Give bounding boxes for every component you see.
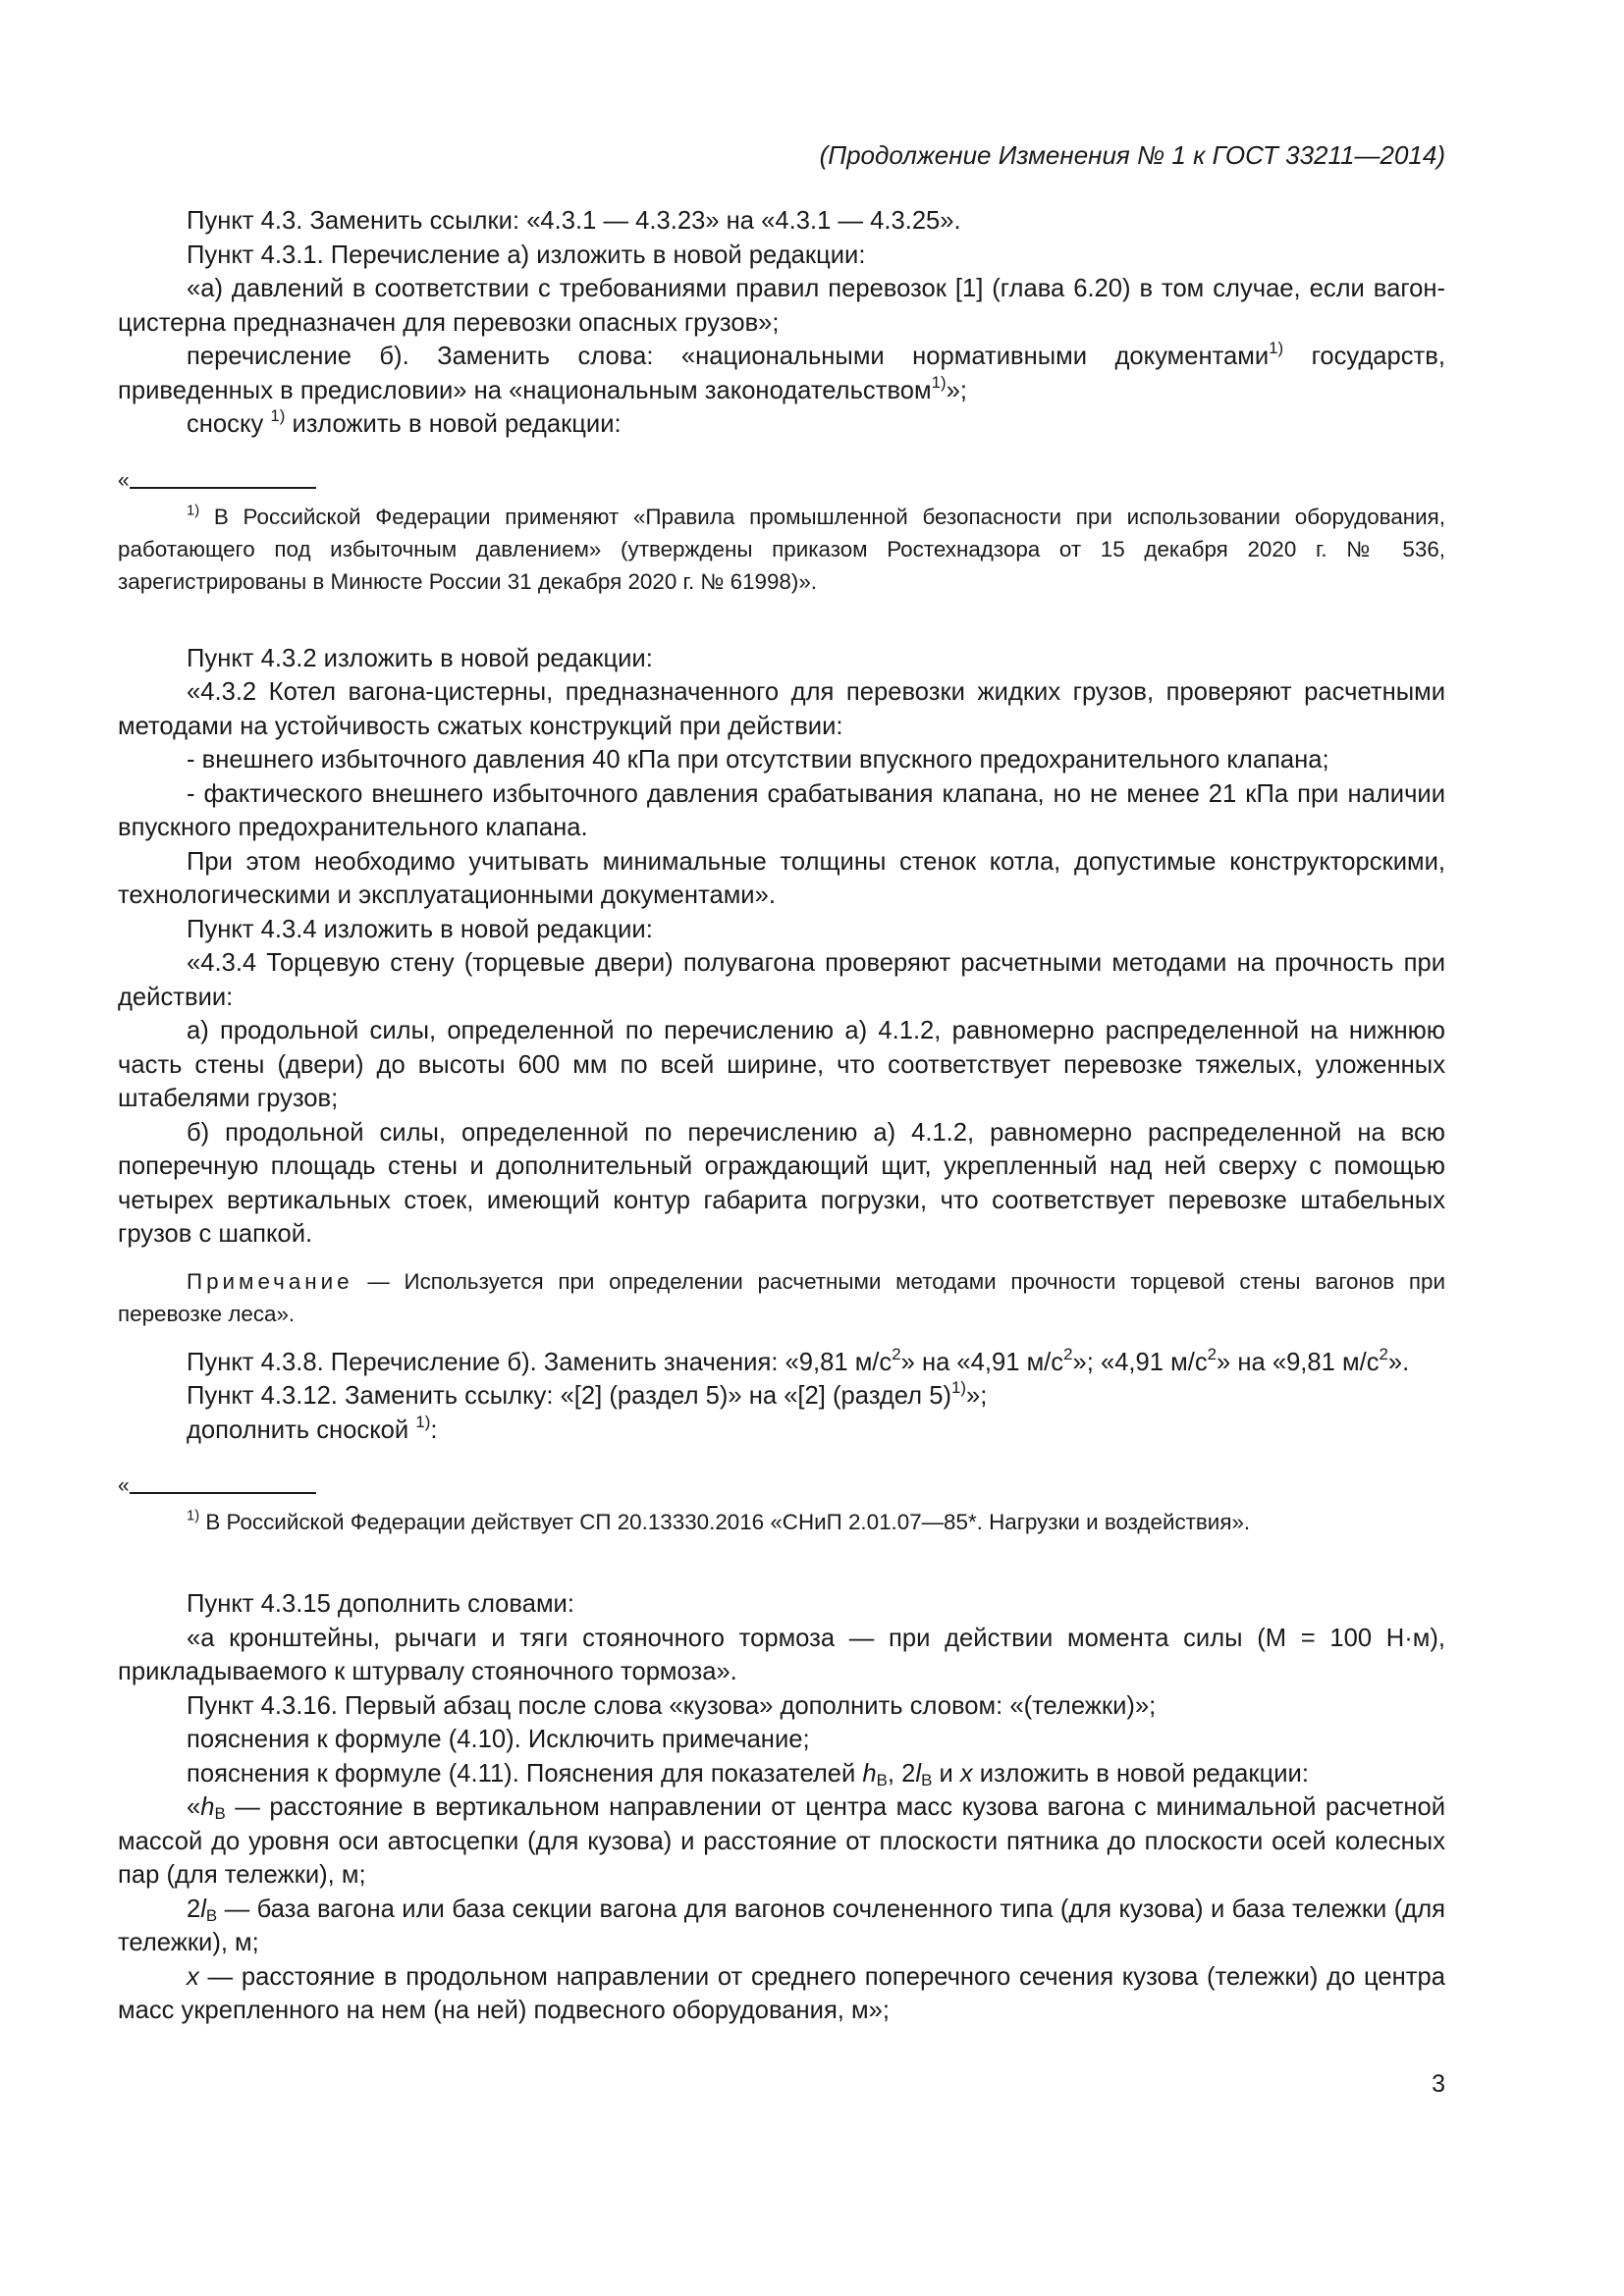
footnote-ref: 1)	[950, 1378, 966, 1398]
paragraph: перечисление б). Заменить слова: «национальными нормативными документами$^{1)}$ государств, приведенных в предисловии» на «национальным законодательством$^{1)}$»;	[118, 339, 1445, 404]
footnote-text: $^{1)}$ В Российской Федерации действует СП 20.13330.2016 «СНиП 2.01.07—85*. Нагрузки и воздействия».	[187, 1508, 1251, 1534]
footnote-open-quote: «	[118, 1474, 130, 1497]
paragraph: Пункт 4.3.1. Перечисление а) изложить в новой редакции:	[187, 240, 866, 269]
note-label: Примечание	[187, 1268, 353, 1294]
paragraph: «4.3.2 Котел вагона-цистерны, предназначенного для перевозки жидких грузов, проверяют расчетными методами на устойчивость сжатых конструкций при действии:	[118, 678, 1445, 740]
paragraph: Пункт 4.3.2 изложить в новой редакции:	[187, 644, 653, 672]
definition-h: «$h_В$ — расстояние в вертикальном направлении от центра масс кузова вагона с минимальной расчетной массой до уровня оси автосцепки (для кузова) и расстояние от плоскости пятника до плоскости осей колесных пар (для тележки), м;	[118, 1793, 1445, 1889]
document-page	[118, 137, 1445, 2028]
note: Примечание — Используется при определении расчетными методами прочности торцевой стены вагонов при перевозке леса».	[118, 1268, 1445, 1326]
paragraph: - фактического внешнего избыточного давления срабатывания клапана, но не менее 21 кПа при наличии впускного предохранительного клапана.	[118, 779, 1445, 841]
paragraph: пояснения к формуле (4.10). Исключить примечание;	[187, 1726, 810, 1753]
paragraph: «4.3.4 Торцевую стену (торцевые двери) полувагона проверяют расчетными методами на прочность при действии:	[118, 949, 1445, 1011]
definition-x: x — расстояние в продольном направлении от среднего поперечного сечения кузова (тележки) до центра масс укрепленного на нем (на ней) подвесного оборудования, м»;	[118, 1962, 1445, 2024]
footnote-ref: 1)	[415, 1412, 431, 1431]
footnote-ref: 1)	[270, 406, 286, 426]
footnote-block-1	[118, 468, 1445, 598]
paragraph: б) продольной силы, определенной по перечислению а) 4.1.2, равномерно распределенной на всю поперечную площадь стены и дополнительный ограждающий щит, укрепленный над ней сверху с помощью четырех вертикальных стоек, имеющий контур габарита погрузки, что соответствует перевозке штабельных грузов с шапкой.	[118, 1118, 1445, 1248]
running-header: (Продолжение Изменения № 1 к ГОСТ 33211—2014)	[819, 140, 1445, 170]
paragraph: дополнить сноской $^{1)}$:	[187, 1412, 438, 1444]
footnote-open-quote: «	[118, 468, 130, 492]
paragraph: пояснения к формуле (4.11). Пояснения для показателей $h_В$, $2l_В$ и x изложить в новой редакции:	[187, 1759, 1309, 1789]
footnote-rule	[130, 487, 316, 489]
paragraph: Пункт 4.3. Заменить ссылки: «4.3.1 — 4.3.23» на «4.3.1 — 4.3.25».	[187, 207, 961, 235]
paragraph: - внешнего избыточного давления 40 кПа при отсутствии впускного предохранительного клапана;	[187, 746, 1329, 774]
paragraph: а) продольной силы, определенной по перечислению а) 4.1.2, равномерно распределенной на нижнюю часть стены (двери) до высоты 600 мм по всей ширине, что соответствует перевозке тяжелых, уложенных штабелями грузов;	[118, 1017, 1445, 1112]
footnote-ref: 1)	[931, 372, 947, 392]
paragraph: Пункт 4.3.4 изложить в новой редакции:	[187, 915, 653, 943]
paragraph: Пункт 4.3.12. Заменить ссылку: «[2] (раздел 5)» на «[2] (раздел 5)$^{1)}$»;	[187, 1378, 988, 1410]
footnote-rule	[130, 1492, 316, 1494]
page-number: 3	[1432, 2070, 1445, 2098]
paragraph: «а) давлений в соответствии с требованиями правил перевозок [1] (глава 6.20) в том случае, если вагон-цистерна предназначен для перевозки опасных грузов»;	[118, 275, 1445, 337]
paragraph: Пункт 4.3.15 дополнить словами:	[187, 1590, 574, 1618]
paragraph: сноску $^{1)}$ изложить в новой редакции:	[187, 406, 622, 438]
paragraph: При этом необходимо учитывать минимальные толщины стенок котла, допустимые конструкторскими, технологическими и эксплуатационными документами».	[118, 847, 1445, 909]
footnote-ref: 1)	[1269, 339, 1284, 358]
footnote-text: $^{1)}$ В Российской Федерации применяют «Правила промышленной безопасности при использовании оборудования, работающего под избыточным давлением» (утверждены приказом Ростехнадзора от 15 декабря 2020 г. № 536, зарегистрированы в Минюсте России 31 декабря 2020 г. № 61998)».	[118, 502, 1445, 594]
paragraph: «а кронштейны, рычаги и тяги стояночного тормоза — при действии момента силы (М = 100 Н·м), прикладываемого к штурвалу стояночного тормоза».	[118, 1624, 1445, 1685]
definition-l: $2l_В$ — база вагона или база секции вагона для вагонов сочлененного типа (для кузова) и база тележки (для тележки), м;	[118, 1895, 1445, 1956]
paragraph: Пункт 4.3.16. Первый абзац после слова «кузова» дополнить словом: «(тележки)»;	[187, 1691, 1157, 1720]
footnote-block-2	[118, 1474, 1445, 1538]
paragraph: Пункт 4.3.8. Перечисление б). Заменить значения: «9,81 $м/с^2$» на «4,91 $м/с^2$»; «4,91 $м/с^2$» на «9,81 $м/с^2$».	[187, 1344, 1410, 1376]
